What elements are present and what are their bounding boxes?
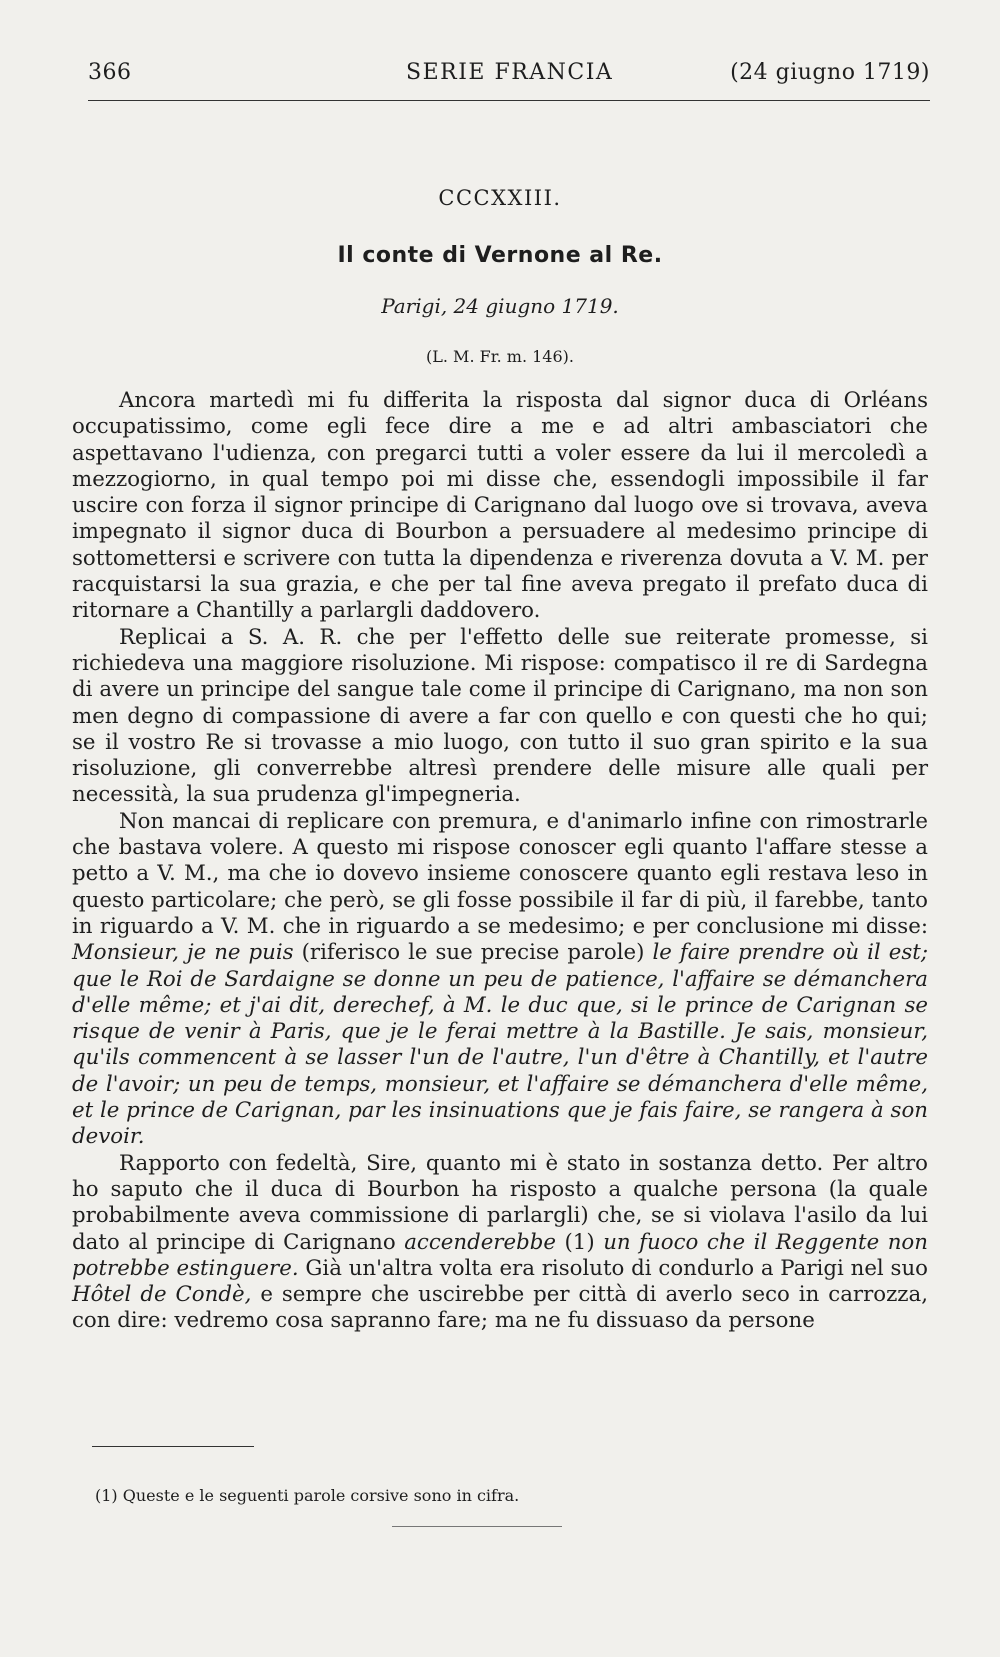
text-run: Già un'altra volta era risoluto di condurlo a Parigi nel suo [298, 1255, 928, 1281]
letter-body [72, 388, 928, 1335]
text-run: (riferisco le sue precise parole) [293, 940, 653, 966]
running-header [88, 60, 930, 100]
page-end-rule [392, 1526, 562, 1527]
footnote-rule [92, 1446, 254, 1447]
text-run: (1) [555, 1229, 604, 1255]
body-paragraph [72, 809, 928, 1151]
italic-run: un fuoco che il Reggente non potrebbe estinguere. [72, 1229, 928, 1281]
body-paragraph [72, 388, 928, 625]
header-rule [88, 100, 930, 101]
footnote: (1) Queste e le seguenti parole corsive sono in cifra. [95, 1486, 520, 1505]
letter-place-date: Parigi, 24 giugno 1719. [381, 294, 619, 318]
page-number: 366 [88, 60, 132, 85]
text-run: Rapporto con fedeltà, Sire, quanto mi è stato in sostanza detto. Per altro ho saputo che il duca di Bourbon ha risposto a qualche persona (la quale probabilmente aveva commissione di parlargli) che, se si violava l'asilo da lui dato al principe di Carignano [72, 1150, 928, 1255]
body-paragraph [72, 1151, 928, 1335]
body-paragraph [72, 625, 928, 809]
archive-reference: (L. M. Fr. m. 146). [426, 347, 574, 366]
series-title: SERIE FRANCIA [406, 60, 614, 85]
italic-run: Hôtel de Condè, [72, 1282, 252, 1308]
letter-number: CCCXXIII. [438, 186, 562, 210]
italic-run: Monsieur, je ne puis [72, 940, 294, 966]
italic-run: le faire prendre où il est; que le Roi de Sardaigne se donne un peu de patience, l'affaire se démanchera d'elle même; et j'ai dit, derechef, à M. le duc que, si le prince de Carignan se risque de venir à Paris, que je le ferai mettre à la Bastille. Je sais, monsieur, qu'ils commencent à se lasser l'un de l'autre, l'un d'être à Chantilly, et l'autre de l'avoir; un peu de temps, monsieur, et l'affaire se démanchera d'elle même, et le prince de Carignan, par les insinuations que je fais faire, se rangera à son devoir. [72, 940, 928, 1150]
text-run: Replicai a S. A. R. che per l'effetto delle sue reiterate promesse, si richiedeva una maggiore risoluzione. Mi rispose: compatisco il re di Sardegna di avere un principe del sangue tale come il principe di Carignano, ma non son men degno di compassione di avere a far con quello e con questi che ho qui; se il vostro Re si trovasse a mio luogo, con tutto il suo gran spirito e la sua risoluzione, gli converrebbe altresì prendere delle misure alle quali per necessità, la sua prudenza gl'impegneria. [72, 624, 928, 808]
italic-run: accenderebbe [404, 1229, 556, 1255]
text-run: Ancora martedì mi fu differita la risposta dal signor duca di Orléans occupatissimo, come egli fece dire a me e ad altri ambasciatori che aspettavano l'udienza, con pregarci tutti a voler essere da lui il mercoledì a mezzogiorno, in qual tempo poi mi disse che, essendogli impossibile il far uscire con forza il signor principe di Carignano dal luogo ove si trovava, aveva impegnato il signor duca di Bourbon a persuadere al medesimo principe di sottomettersi e scrivere con tutta la dipendenza e riverenza dovuta a V. M. per racquistarsi la sua grazia, e che per tal fine aveva pregato il prefato duca di ritornare a Chantilly a parlargli daddovero. [72, 388, 928, 624]
text-run: Non mancai di replicare con premura, e d'animarlo infine con rimostrarle che bastava volere. A questo mi rispose conoscer egli quanto l'affare stesse a petto a V. M., ma che io dovevo insieme conoscere quanto egli restava leso in questo particolare; che però, se gli fosse possibile il far di più, il farebbe, tanto in riguardo a V. M. che in riguardo a se medesimo; e per conclusione mi disse: [72, 808, 928, 939]
letter-title: Il conte di Vernone al Re. [337, 243, 663, 268]
text-run: e sempre che uscirebbe per città di averlo seco in carrozza, con dire: vedremo cosa sapranno fare; ma ne fu dissuaso da persone [72, 1282, 928, 1334]
header-date: (24 giugno 1719) [730, 60, 930, 85]
